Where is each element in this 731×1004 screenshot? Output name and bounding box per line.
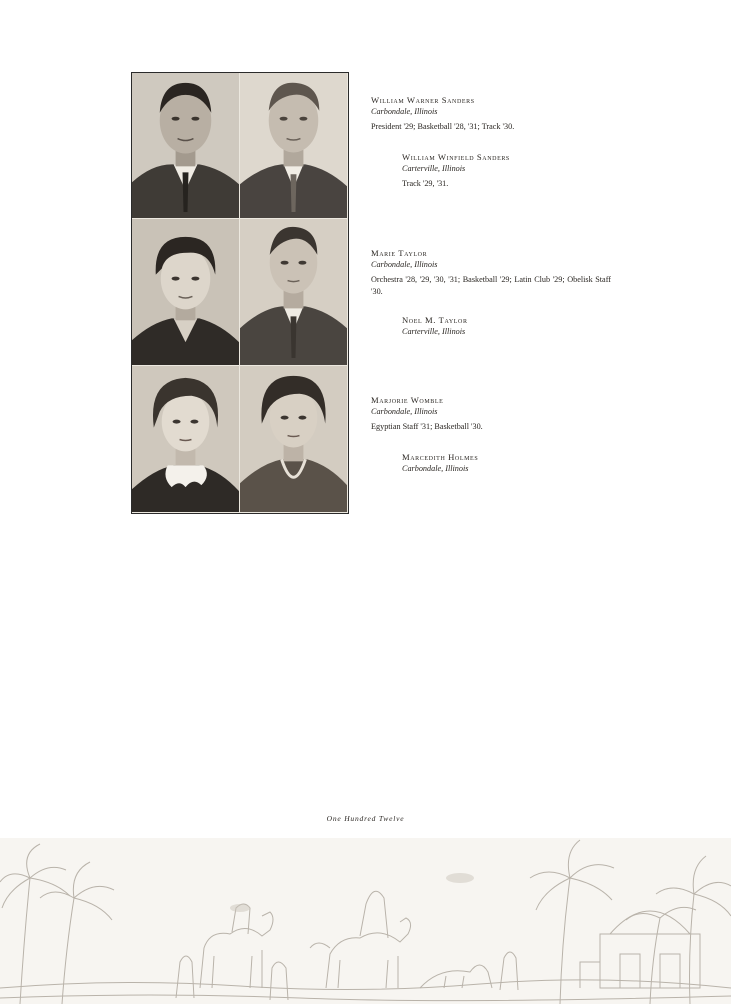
portrait-william-warner-sanders	[132, 73, 240, 219]
student-name: Marjorie Womble	[371, 395, 444, 405]
student-town: Carbondale, Illinois	[371, 260, 438, 269]
student-town: Carbondale, Illinois	[402, 464, 469, 473]
entry-marjorie-womble	[371, 394, 611, 433]
student-activities: Orchestra '28, '29, '30, '31; Basketball '29; Latin Club '29; Obelisk Staff '30.	[371, 275, 611, 296]
student-name: William Warner Sanders	[371, 95, 475, 105]
entry-william-warner-sanders	[371, 94, 611, 133]
entry-william-winfield-sanders	[402, 151, 602, 190]
portrait-grid	[131, 72, 349, 514]
entry-noel-m-taylor	[402, 314, 602, 338]
student-name: Marie Taylor	[371, 248, 428, 258]
student-name: William Winfield Sanders	[402, 152, 510, 162]
student-town: Carbondale, Illinois	[371, 407, 438, 416]
portrait-marcedith-holmes	[240, 366, 348, 513]
student-activities: President '29; Basketball '28, '31; Track '30.	[371, 122, 515, 131]
student-activities: Egyptian Staff '31; Basketball '30.	[371, 422, 483, 431]
student-activities: Track '29, '31.	[402, 179, 449, 188]
portrait-marie-taylor	[132, 219, 240, 366]
student-town: Carbondale, Illinois	[371, 107, 438, 116]
entry-marcedith-holmes	[402, 451, 602, 475]
student-name: Marcedith Holmes	[402, 452, 479, 462]
portrait-noel-m-taylor	[240, 219, 348, 366]
student-name: Noel M. Taylor	[402, 315, 468, 325]
student-town: Carterville, Illinois	[402, 327, 466, 336]
portrait-william-winfield-sanders	[240, 73, 348, 219]
student-town: Carterville, Illinois	[402, 164, 466, 173]
page-number: One Hundred Twelve	[326, 814, 405, 823]
portrait-marjorie-womble	[132, 366, 240, 513]
desert-scene-illustration	[0, 838, 731, 1004]
entry-marie-taylor	[371, 247, 611, 298]
